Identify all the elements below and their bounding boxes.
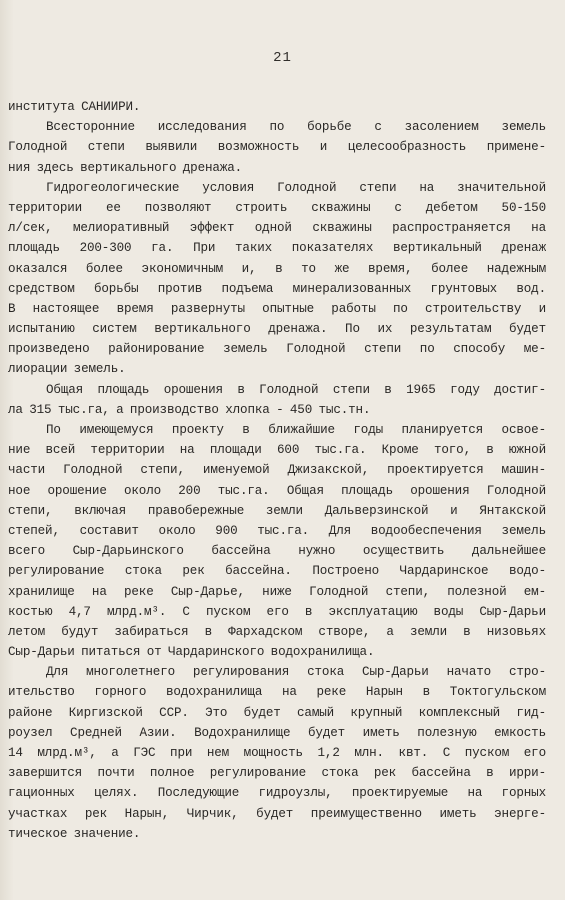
text-line: ительство горного водохранилища на реке Нарын в Токтогульском bbox=[8, 685, 546, 700]
text-line: гационных целях. Последующие гидроузлы, проектируемые на горных bbox=[8, 786, 546, 801]
text-line: ное орошение около 200 тыс.га. Общая площадь орошения Голодной bbox=[8, 483, 546, 498]
text-line: степи, включая правобережные земли Дальверзинской и Янтакской bbox=[8, 503, 546, 518]
text-line: В настоящее время развернуты опытные работы по строительству и bbox=[8, 301, 546, 316]
text-line: части Голодной степи, именуемой Джизакской, проектируется машин- bbox=[8, 463, 546, 478]
text-line: Всесторонние исследования по борьбе с засолением земель bbox=[46, 120, 546, 135]
text-line: ла 315 тыс.га, а производство хлопка - 450 тыс.тн. bbox=[8, 402, 371, 417]
text-line: ния здесь вертикального дренажа. bbox=[8, 160, 243, 175]
page-number: 21 bbox=[273, 50, 292, 66]
text-line: завершится почти полное регулирование стока рек бассейна в ирри- bbox=[8, 766, 546, 781]
text-line: оказался более экономичным и, в то же время, более надежным bbox=[8, 261, 546, 276]
text-line: Гидрогеологические условия Голодной степи на значительной bbox=[46, 180, 546, 195]
text-line: л/сек, мелиоративный эффект одной скважины распространяется на bbox=[8, 221, 546, 236]
text-line: площадь 200-300 га. При таких показателях вертикальный дренаж bbox=[8, 241, 546, 256]
text-line: территории ее позволяют строить скважины с дебетом 50-150 bbox=[8, 200, 546, 215]
text-line: Общая площадь орошения в Голодной степи в 1965 году достиг- bbox=[46, 382, 546, 397]
text-line: летом будут забираться в Фархадском створе, а земли в низовьях bbox=[8, 624, 546, 639]
text-line: лиорации земель. bbox=[8, 362, 126, 377]
text-line: регулирование стока рек бассейна. Построено Чардаринское водо- bbox=[8, 564, 546, 579]
text-line: института САНИИРИ. bbox=[8, 100, 141, 114]
text-line: участках рек Нарын, Чирчик, будет преимущественно иметь энерге- bbox=[8, 806, 546, 821]
text-line: костью 4,7 млрд.м³. С пуском его в эксплуатацию воды Сыр-Дарьи bbox=[8, 604, 546, 619]
text-line: произведено районирование земель Голодной степи по способу ме- bbox=[8, 342, 546, 357]
text-line: роузел Средней Азии. Водохранилище будет иметь полезную емкость bbox=[8, 725, 546, 740]
text-line: всего Сыр-Дарьинского бассейна нужно осуществить дальнейшее bbox=[8, 544, 546, 559]
text-line: По имеющемуся проекту в ближайшие годы планируется освое- bbox=[46, 423, 546, 437]
text-line: 14 млрд.м³, а ГЭС при нем мощность 1,2 млн. квт. С пуском его bbox=[8, 746, 546, 760]
text-line: средством борьбы против подъема минерализованных грунтовых вод. bbox=[8, 281, 546, 296]
text-line: степей, составит около 900 тыс.га. Для водообеспечения земель bbox=[8, 523, 546, 538]
text-line: ние всей территории на площади 600 тыс.га. Кроме того, в южной bbox=[8, 443, 546, 458]
body-text bbox=[8, 97, 546, 844]
text-line: Сыр-Дарьи питаться от Чардаринского водохранилища. bbox=[8, 645, 375, 660]
text-line: тическое значение. bbox=[8, 826, 141, 841]
text-line: хранилище на реке Сыр-Дарье, ниже Голодной степи, полезной ем- bbox=[8, 584, 546, 599]
text-line: районе Киргизской ССР. Это будет самый крупный комплексный гид- bbox=[8, 705, 546, 720]
text-line: Голодной степи выявили возможность и целесообразность примене- bbox=[8, 140, 546, 155]
text-line: испытанию систем вертикального дренажа. По их результатам будет bbox=[8, 322, 546, 337]
text-line: Для многолетнего регулирования стока Сыр-Дарьи начато стро- bbox=[46, 665, 546, 680]
